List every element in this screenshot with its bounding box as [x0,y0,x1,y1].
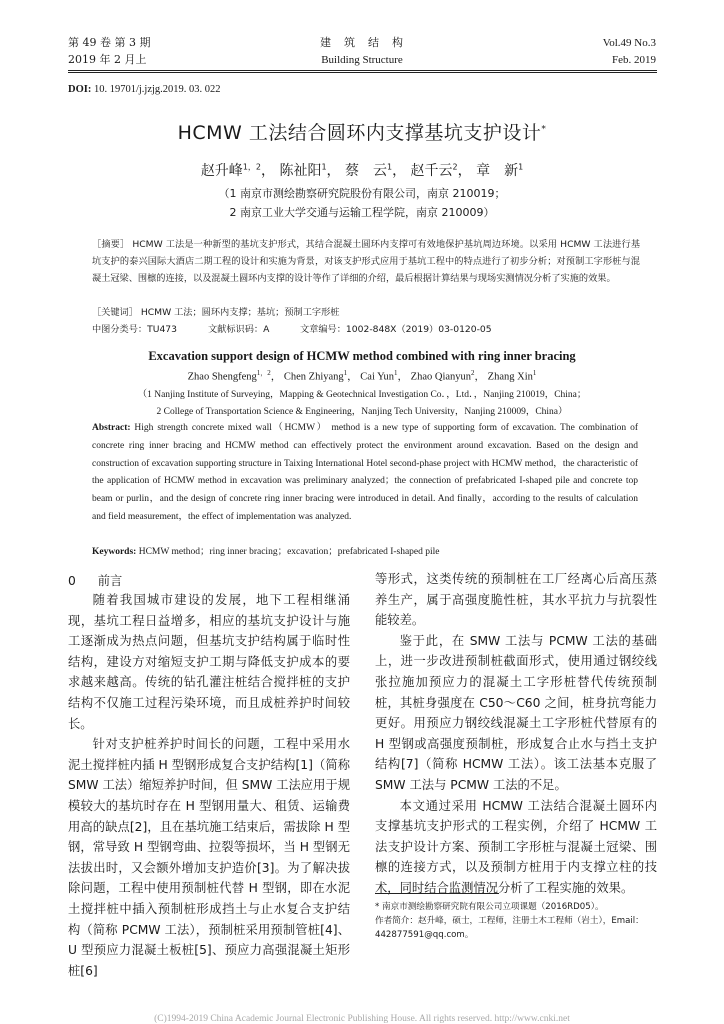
doi-label: DOI: [68,84,92,95]
footnote-email: 442877591@qq.com。 [375,930,474,940]
author-name: 赵千云 [410,163,453,179]
section-number: 0 [68,574,76,588]
footnote-author: 作者简介：赵升峰，硕士，工程师，注册土木工程师（岩土），Email： [375,916,644,926]
author-sup-en: 1，2 [256,369,271,377]
author-sup-en: 2 [471,369,475,377]
keywords-en [92,543,440,557]
author-sup: 1，2 [242,162,261,172]
author-name: 蔡 云 [345,163,387,179]
header-rule [68,70,657,71]
paper-title-en: Excavation support design of HCMW method combined with ring inner bracing [148,349,576,363]
footnote-rule [375,893,499,894]
left-column [68,590,350,981]
copyright-line: (C)1994-2019 China Academic Journal Electronic Publishing House. All rights reserved. http://www.cnki.net [154,1014,570,1024]
author-name-en: Chen Zhiyang [283,371,344,383]
section-title: 前言 [97,574,123,588]
paper-title [0,118,724,145]
abstract-en-text: High strength concrete mixed wall（HCMW） method is a new type of supporting form of excavation. The combination of concrete ring inner bracing and HCMW method can effectively protect the environment around excavation. Based on the design and construction of excavation supporting structure in Taixing International Hotel second-phase project with HCMW method，the characteristic of the application of HCMW method in excavation was preliminary analyzed；the connection of prefabricated I-shaped pile and concrete top beam or purlin，and the design of concrete ring inner bracing were introduced in detail. And finally，according to the results of calculation and field measurement，the effect of implementation was analyzed. [92,423,638,522]
abstract-en [92,420,638,527]
keywords-cn [92,304,340,318]
author-sup: 1 [518,162,524,172]
authors-cn: 赵升峰$^{1,2}$， 陈祉阳$^1$， 蔡 云$^1$， 赵千云$^2$， 章 新$^1$ [200,162,524,179]
author-name-en: Cai Yun [360,371,395,383]
keywords-cn-label: ［关键词］ [92,307,138,318]
author-name-en: Zhao Shengfeng [187,371,257,383]
header-volume-en: Vol.49 No.3 [602,37,656,49]
clc-number: 中图分类号：TU473 [92,324,177,335]
header-volume-cn: 第 49 卷 第 3 期 [68,36,151,49]
author-name-en: Zhao Qianyun [410,371,472,383]
body-paragraph: 本文通过采用 HCMW 工法结合混凝土圆环内支撑基坑支护形式的工程实例，介绍了 HCMW 工法支护设计方案、预制工字形桩与混凝土冠梁、围檩的连接方式，以及预制方桩用于内支撑立柱的技术，同时结合监测情况分析了工程实施的效果。 [375,798,657,895]
header-date-cn: 2019 年 2 月上 [68,53,147,66]
keywords-cn-text: HCMW 工法；圆环内支撑；基坑；预制工字形桩 [140,307,340,318]
author-name-en: Zhang Xin [487,371,533,383]
affiliation-1: （1 南京市测绘勘察研究院股份有限公司，南京 210019； [218,187,506,200]
affiliation-en-1: （1 Nanjing Institute of Surveying，Mapping & Geotechnical Investigation Co．，Ltd．，Nanjing 210019，China； [137,390,587,400]
article-number: 文章编号：1002-848X（2019）03-0120-05 [300,324,492,335]
keywords-en-label: Keywords: [92,547,137,557]
author-sup: 2 [452,162,458,172]
abstract-cn-label: ［摘要］ [92,239,130,250]
author-name: 章 新 [476,163,519,179]
right-column [375,569,657,899]
doi-value: 10. 19701/j.jzjg.2019. 03. 022 [93,84,221,95]
paper-title-text: HCMW 工法结合圆环内支撑基坑支护设计 [177,122,542,144]
keywords-en-text: HCMW method；ring inner bracing；excavation；prefabricated I-shaped pile [138,547,440,557]
document-code: 文献标识码：A [208,324,270,335]
footnote-fund: * 南京市测绘勘察研究院有限公司立项课题（2016RD05）。 [375,902,604,912]
author-sup-en: 1 [532,369,537,377]
affiliation-en-2: 2 College of Transportation Science & Engineering，Nanjing Tech University，Nanjing 210009，China） [156,407,568,417]
authors-en: Zhao Shengfeng$^{1,2}$， Chen Zhiyang$^1$， Cai Yun$^1$， Zhao Qianyun$^2$， Zhang Xin$^1$ [187,369,537,383]
abstract-en-label: Abstract: [92,423,131,433]
abstract-cn-text: HCMW 工法是一种新型的基坑支护形式，其结合混凝土圆环内支撑可有效地保护基坑周边环境。以采用 HCMW 工法进行基坑支护的泰兴国际大酒店二期工程的设计和实施为背景，对该支护形式应用于基坑工程中的特点进行了初步分析；对预制工字形桩与混凝土冠梁、围檩的连接，以及混凝土圆环内支撑的设计等作了详细的介绍，最后根据计算结果与现场实测情况分析了实施的效果。 [92,239,641,284]
body-paragraph: 鉴于此，在 SMW 工法与 PCMW 工法的基础上，进一步改进预制桩截面形式，使用通过钢绞线张拉施加预应力的混凝土工字形桩替代传统预制桩，其桩身强度在 C50～C60 之间，桩身抗弯能力更好。用预应力钢绞线混凝土工字形桩代替原有的 H 型钢或高强度预制桩，形成复合止水与挡土支护结构[7]（简称 HCMW 工法）。该工法基本克服了 SMW 工法与 PCMW 工法的不足。 [375,633,657,792]
body-paragraph: 针对支护桩养护时间长的问题，工程中采用水泥土搅拌桩内插 H 型钢形成复合支护结构[1]（简称 SMW 工法）缩短养护时间，但 SMW 工法应用于规模较大的基坑时存在 H 型钢用量大、租赁、运输费用高的缺点[2]，且在基坑施工结束后，需拔除 H 型钢，常导致 H 型钢弯曲、拉裂等损坏，当 H 型钢无法拔出时，又会额外增加支护造价[3]。为了解决拔除问题，工程中使用预制桩代替 H 型钢，即在水泥土搅拌桩中插入预制桩形成挡土与止水复合支护结构（简称 PCMW 工法），预制桩采用预制管桩[4]、U 型预应力混凝土板桩[5]、预应力高强混凝土矩形桩[6] [68,737,350,978]
header-journal-en: Building Structure [321,54,403,66]
abstract-cn [92,236,640,287]
author-sup: 1 [387,162,393,172]
header-date-en: Feb. 2019 [612,54,656,66]
author-name: 赵升峰 [200,163,243,179]
affiliation-2: 2 南京工业大学交通与运输工程学院，南京 210009） [229,206,495,219]
author-name: 陈祉阳 [279,163,322,179]
section-heading [68,571,122,589]
header-rule-thin [68,72,657,73]
header-journal-cn: 建 筑 结 构 [320,36,404,49]
author-sup-en: 1 [394,369,398,377]
body-paragraph: 等形式，这类传统的预制桩在工厂经离心后高压蒸养生产，属于高强度脆性桩，其水平抗力与抗裂性能较差。 [375,572,657,628]
author-sup-en: 1 [343,369,348,377]
doi-line [68,84,221,95]
author-sup: 1 [321,162,327,172]
body-paragraph: 随着我国城市建设的发展，地下工程相继涌现，基坑工程日益增多，相应的基坑支护设计与施工逐渐成为热点问题，但基坑支护结构属于临时性结构，建设方对缩短支护工期与降低支护成本的要求越来越高。传统的钻孔灌注桩结合搅拌桩的支护结构不仅施工过程污染环境，而且成桩养护时间较长。 [68,593,350,731]
title-footnote-mark: * [541,124,547,135]
